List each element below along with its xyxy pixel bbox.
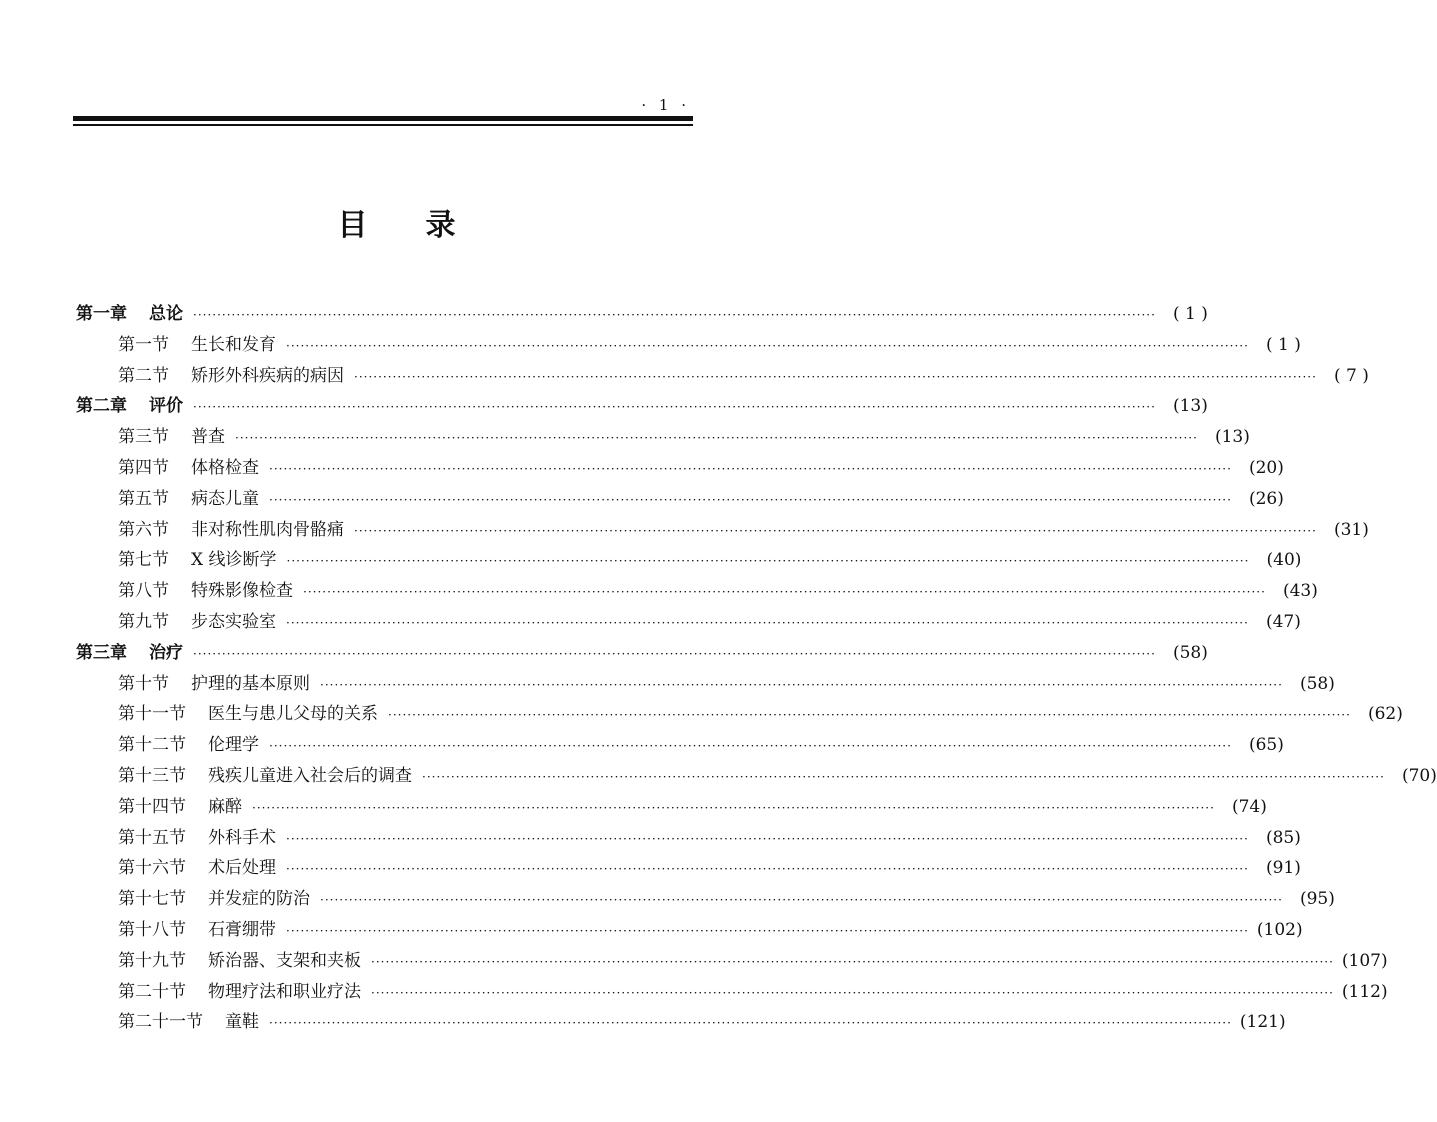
toc-entry-page: ( 7 ) — [1334, 365, 1369, 386]
toc-entry-name: 普查 — [191, 427, 225, 448]
toc-entry-name: X 线诊断学 — [191, 550, 277, 571]
toc-entry-label: 第十二节 — [118, 735, 186, 756]
page-number: · 1 · — [641, 96, 690, 114]
toc-entry-page: (31) — [1333, 519, 1369, 540]
toc-chapter-row — [76, 391, 1208, 422]
toc-entry-name: 体格检查 — [191, 457, 259, 478]
toc-entry-page: (20) — [1248, 457, 1284, 478]
toc-section-row — [76, 545, 1302, 576]
toc-entry-label: 第十四节 — [118, 796, 186, 817]
toc-entry-page: (58) — [1299, 673, 1335, 694]
toc-entry-name: 术后处理 — [208, 858, 276, 879]
toc-entry-page: (70) — [1401, 765, 1437, 786]
toc-entry-name: 矫治器、支架和夹板 — [208, 950, 361, 971]
toc-entry-label: 第十五节 — [118, 827, 186, 848]
toc-entry-name: 童鞋 — [225, 1012, 259, 1033]
toc-entry-name: 非对称性肌肉骨骼痛 — [191, 519, 344, 540]
dot-leader: ········································································································································································································ — [235, 431, 1198, 446]
toc-entry-name: 总论 — [149, 304, 183, 324]
toc-entry-name: 病态儿童 — [191, 488, 259, 509]
dot-leader: ········································································································································································································ — [193, 646, 1156, 661]
toc-section-row — [76, 669, 1335, 700]
toc-entry-page: (121) — [1239, 1012, 1286, 1033]
toc-entry-label: 第三节 — [118, 427, 169, 448]
toc-section-row — [76, 576, 1318, 607]
toc-entry-label: 第十节 — [118, 673, 169, 694]
dot-leader: ········································································································································································································ — [286, 615, 1249, 630]
toc-entry-label: 第十六节 — [118, 858, 186, 879]
dot-leader: ········································································································································································································ — [269, 739, 1232, 754]
toc-entry-page: (40) — [1266, 550, 1302, 571]
toc-entry-page: (62) — [1367, 704, 1403, 725]
dot-leader: ········································································································································································································ — [422, 769, 1385, 784]
toc-entry-name: 外科手术 — [208, 827, 276, 848]
toc-entry-label: 第五节 — [118, 488, 169, 509]
toc-entry-page: (74) — [1231, 796, 1267, 817]
dot-leader: ········································································································································································································ — [320, 677, 1283, 692]
dot-leader: ········································································································································································································ — [354, 523, 1317, 538]
toc-entry-page: (95) — [1299, 889, 1335, 910]
toc-entry-page: (26) — [1248, 488, 1284, 509]
toc-chapter-row — [76, 299, 1208, 330]
dot-leader: ········································································································································································································ — [388, 708, 1351, 723]
toc-section-row — [76, 946, 1388, 977]
toc-section-row — [76, 884, 1335, 915]
toc-section-row — [76, 484, 1284, 515]
toc-entry-name: 伦理学 — [208, 735, 259, 756]
dot-leader: ········································································································································································································ — [320, 893, 1283, 908]
toc-entry-page: (85) — [1265, 827, 1301, 848]
toc-entry-name: 步态实验室 — [191, 611, 276, 632]
dot-leader: ········································································································································································································ — [286, 862, 1249, 877]
toc-section-row — [76, 607, 1301, 638]
toc-entry-name: 并发症的防治 — [208, 889, 310, 910]
dot-leader: ········································································································································································································ — [371, 954, 1334, 969]
toc-entry-page: (43) — [1282, 581, 1318, 602]
header-rule-thick — [73, 116, 693, 121]
toc-entry-label: 第三章 — [76, 642, 127, 663]
toc-entry-label: 第二十一节 — [118, 1012, 203, 1033]
toc-entry-page: (107) — [1341, 950, 1388, 971]
toc-entry-page: (112) — [1341, 981, 1388, 1002]
dot-leader: ········································································································································································································ — [269, 492, 1232, 507]
toc-entry-label: 第十七节 — [118, 889, 186, 910]
toc-entry-name: 矫形外科疾病的病因 — [191, 365, 344, 386]
toc-section-row — [76, 792, 1267, 823]
toc-entry-label: 第十八节 — [118, 919, 186, 940]
toc-entry-page: (65) — [1248, 735, 1284, 756]
header-rule-thin — [73, 124, 693, 126]
dot-leader: ········································································································································································································ — [303, 585, 1266, 600]
dot-leader: ········································································································································································································ — [193, 400, 1156, 415]
toc-entry-page: (91) — [1265, 858, 1301, 879]
toc-section-row — [76, 422, 1250, 453]
toc-entry-label: 第十九节 — [118, 950, 186, 971]
toc-entry-label: 第六节 — [118, 519, 169, 540]
toc-entry-label: 第七节 — [118, 550, 169, 571]
table-of-contents — [76, 299, 1437, 1038]
toc-section-row — [76, 330, 1301, 361]
page-title: 目录 — [337, 208, 514, 243]
toc-entry-label: 第八节 — [118, 581, 169, 602]
dot-leader: ········································································································································································································ — [252, 800, 1215, 815]
toc-section-row — [76, 361, 1369, 392]
toc-section-row — [76, 761, 1437, 792]
dot-leader: ········································································································································································································ — [269, 1016, 1232, 1031]
toc-section-row — [76, 915, 1303, 946]
toc-entry-name: 特殊影像检查 — [191, 581, 293, 602]
toc-entry-label: 第十三节 — [118, 765, 186, 786]
toc-entry-label: 第九节 — [118, 611, 169, 632]
toc-entry-name: 评价 — [149, 396, 183, 417]
toc-entry-name: 物理疗法和职业疗法 — [208, 981, 361, 1002]
toc-entry-page: ( 1 ) — [1173, 304, 1208, 324]
toc-entry-label: 第一章 — [76, 304, 127, 324]
toc-entry-name: 医生与患儿父母的关系 — [208, 704, 378, 725]
dot-leader: ········································································································································································································ — [193, 308, 1156, 322]
toc-entry-name: 残疾儿童进入社会后的调查 — [208, 765, 412, 786]
toc-entry-label: 第二节 — [118, 365, 169, 386]
toc-entry-page: ( 1 ) — [1266, 334, 1301, 355]
toc-entry-page: (102) — [1256, 919, 1303, 940]
toc-entry-label: 第二十节 — [118, 981, 186, 1002]
dot-leader: ········································································································································································································ — [371, 985, 1334, 1000]
toc-entry-page: (47) — [1265, 611, 1301, 632]
dot-leader: ········································································································································································································ — [354, 369, 1317, 384]
toc-entry-name: 护理的基本原则 — [191, 673, 310, 694]
toc-section-row — [76, 1007, 1286, 1038]
dot-leader: ········································································································································································································ — [286, 923, 1249, 938]
toc-entry-name: 生长和发育 — [191, 334, 276, 355]
toc-section-row — [76, 823, 1301, 854]
dot-leader: ········································································································································································································ — [286, 554, 1250, 569]
toc-chapter-row — [76, 638, 1208, 669]
dot-leader: ········································································································································································································ — [269, 461, 1232, 476]
toc-entry-label: 第二章 — [76, 396, 127, 417]
toc-entry-label: 第四节 — [118, 457, 169, 478]
dot-leader: ········································································································································································································ — [286, 338, 1249, 353]
toc-entry-label: 第一节 — [118, 334, 169, 355]
toc-entry-label: 第十一节 — [118, 704, 186, 725]
toc-entry-page: (13) — [1214, 427, 1250, 448]
toc-section-row — [76, 699, 1403, 730]
toc-entry-page: (58) — [1172, 642, 1208, 663]
toc-entry-name: 石膏绷带 — [208, 919, 276, 940]
toc-entry-page: (13) — [1172, 396, 1208, 417]
toc-entry-name: 麻醉 — [208, 796, 242, 817]
toc-section-row — [76, 853, 1301, 884]
toc-section-row — [76, 730, 1284, 761]
toc-section-row — [76, 515, 1369, 546]
dot-leader: ········································································································································································································ — [286, 831, 1249, 846]
toc-section-row — [76, 453, 1284, 484]
toc-entry-name: 治疗 — [149, 642, 183, 663]
toc-section-row — [76, 977, 1388, 1008]
